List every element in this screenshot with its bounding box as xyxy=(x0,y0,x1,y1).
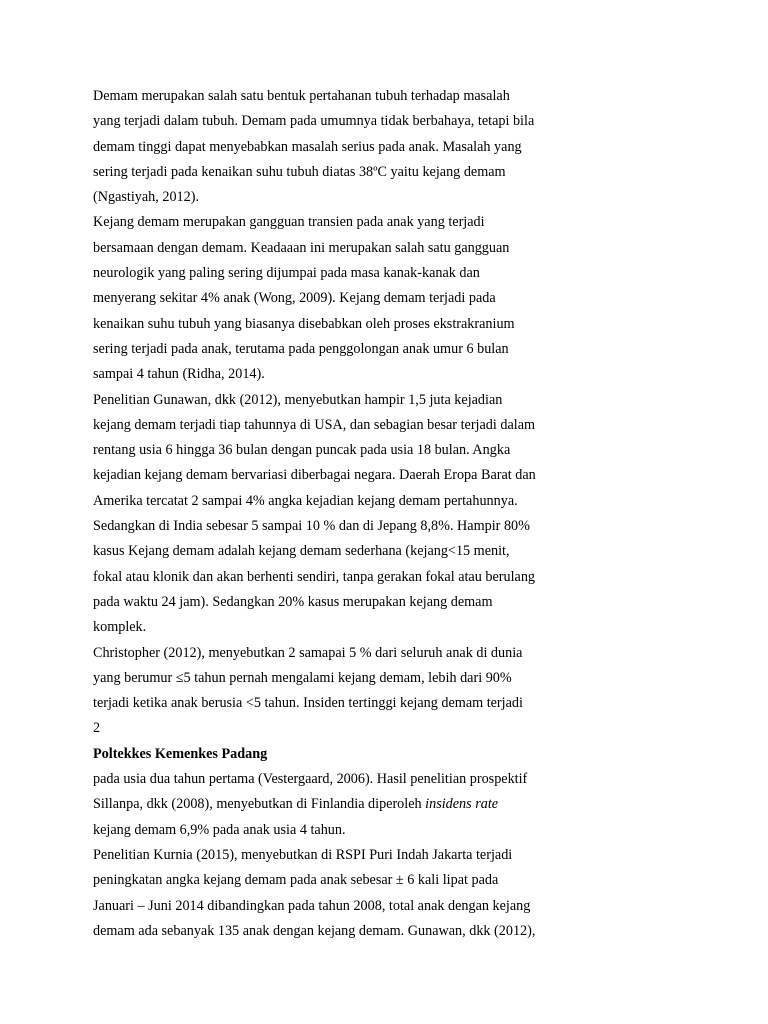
body-text-line: kejang demam 6,9% pada anak usia 4 tahun. xyxy=(93,821,346,838)
italic-term: insidens rate xyxy=(425,796,499,813)
body-text-line: sering terjadi pada anak, terutama pada penggolongan anak umur 6 bulan xyxy=(93,340,509,357)
body-text-line: terjadi ketika anak berusia <5 tahun. Insiden tertinggi kejang demam terjadi xyxy=(93,695,523,712)
body-text-line: sampai 4 tahun (Ridha, 2014). xyxy=(93,366,265,383)
page-number: 2 xyxy=(93,720,101,737)
body-text-line: Kejang demam merupakan gangguan transien pada anak yang terjadi xyxy=(93,214,485,231)
body-text-line: Demam merupakan salah satu bentuk pertahanan tubuh terhadap masalah xyxy=(93,88,510,104)
body-text-line: Penelitian Gunawan, dkk (2012), menyebutkan hampir 1,5 juta kejadian xyxy=(93,391,503,408)
body-text-line: pada waktu 24 jam). Sedangkan 20% kasus merupakan kejang demam xyxy=(93,593,493,610)
body-text-line: Sedangkan di India sebesar 5 sampai 10 % dan di Jepang 8,8%. Hampir 80% xyxy=(93,518,530,535)
body-text-line xyxy=(93,792,593,817)
body-text-line: menyerang sekitar 4% anak (Wong, 2009). Kejang demam terjadi pada xyxy=(93,290,496,307)
body-text-line: pada usia dua tahun pertama (Vestergaard, 2006). Hasil penelitian prospektif xyxy=(93,771,528,788)
body-text-line: kenaikan suhu tubuh yang biasanya disebabkan oleh proses ekstrakranium xyxy=(93,315,515,332)
body-text-line: bersamaan dengan demam. Keadaaan ini merupakan salah satu gangguan xyxy=(93,239,510,256)
institution-header: Poltekkes Kemenkes Padang xyxy=(93,745,268,762)
body-text-line: sering terjadi pada kenaikan suhu tubuh diatas 38ºC yaitu kejang demam xyxy=(93,163,506,180)
body-text-line: neurologik yang paling sering dijumpai pada masa kanak-kanak dan xyxy=(93,265,480,282)
body-text-line: fokal atau klonik dan akan berhenti sendiri, tanpa gerakan fokal atau berulang xyxy=(93,568,536,585)
body-text-line: yang berumur ≤5 tahun pernah mengalami kejang demam, lebih dari 90% xyxy=(93,669,512,686)
body-text-line: demam tinggi dapat menyebabkan masalah serius pada anak. Masalah yang xyxy=(93,138,522,155)
body-text-line: kasus Kejang demam adalah kejang demam sederhana (kejang<15 menit, xyxy=(93,543,510,560)
document-page xyxy=(93,84,593,944)
body-text-line: kejang demam terjadi tiap tahunnya di USA, dan sebagian besar terjadi dalam xyxy=(93,416,536,433)
body-text-line: demam ada sebanyak 135 anak dengan kejang demam. Gunawan, dkk (2012), xyxy=(93,922,536,939)
body-text-line: Christopher (2012), menyebutkan 2 samapai 5 % dari seluruh anak di dunia xyxy=(93,644,523,661)
body-text-line: Januari – Juni 2014 dibandingkan pada tahun 2008, total anak dengan kejang xyxy=(93,897,531,914)
body-text-line: Amerika tercatat 2 sampai 4% angka kejadian kejang demam pertahunnya. xyxy=(93,492,518,509)
body-text-line: kejadian kejang demam bervariasi diberbagai negara. Daerah Eropa Barat dan xyxy=(93,467,536,484)
body-text-span: Sillanpa, dkk (2008), menyebutkan di Finlandia diperoleh xyxy=(93,796,426,813)
body-text-line: rentang usia 6 hingga 36 bulan dengan puncak pada usia 18 bulan. Angka xyxy=(93,442,511,459)
body-text-line: yang terjadi dalam tubuh. Demam pada umumnya tidak berbahaya, tetapi bila xyxy=(93,113,535,130)
body-text-line: komplek. xyxy=(93,619,147,636)
body-text-line: (Ngastiyah, 2012). xyxy=(93,189,199,206)
body-text-line: Penelitian Kurnia (2015), menyebutkan di RSPI Puri Indah Jakarta terjadi xyxy=(93,846,513,863)
body-text-line: peningkatan angka kejang demam pada anak sebesar ± 6 kali lipat pada xyxy=(93,872,499,889)
